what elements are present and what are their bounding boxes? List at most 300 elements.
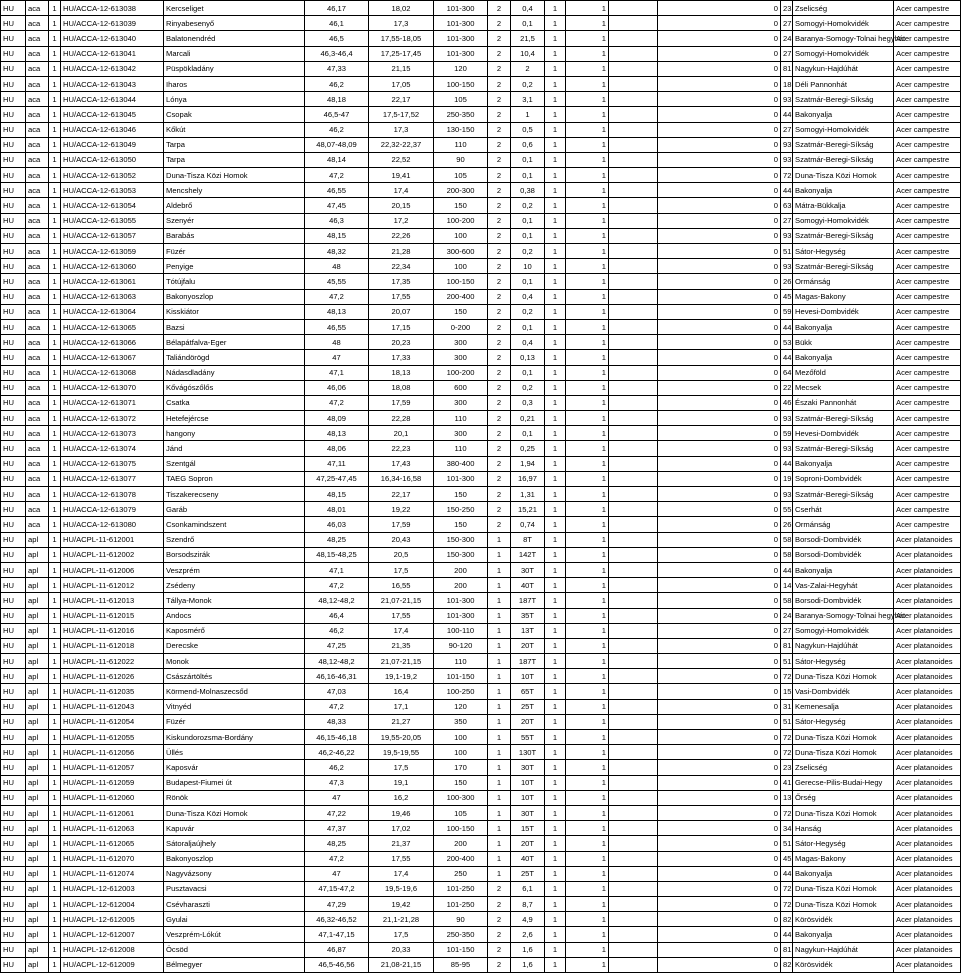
cell-longitude: 17,55 bbox=[369, 608, 434, 623]
cell-flag-c: 0 bbox=[658, 654, 781, 669]
cell-location: Császártöltés bbox=[164, 669, 305, 684]
cell-altitude: 90-120 bbox=[434, 638, 488, 653]
cell-species-name: Acer campestre bbox=[894, 335, 961, 350]
cell-blank bbox=[609, 547, 658, 562]
cell-location: Bélapátfalva-Eger bbox=[164, 335, 305, 350]
cell-location: Szendrő bbox=[164, 532, 305, 547]
cell-altitude: 101-250 bbox=[434, 881, 488, 896]
cell-flag-b: 1 bbox=[566, 881, 609, 896]
cell-region-code: 82 bbox=[781, 912, 793, 927]
cell-register-id: HU/ACPL-11-612012 bbox=[61, 578, 164, 593]
cell-blank bbox=[609, 790, 658, 805]
cell-category: 2 bbox=[488, 92, 511, 107]
cell-flag-a: 1 bbox=[545, 1, 566, 16]
cell-location: Öcsöd bbox=[164, 942, 305, 957]
cell-species-name: Acer platanoides bbox=[894, 912, 961, 927]
cell-altitude: 101-300 bbox=[434, 46, 488, 61]
cell-type-flag: 1 bbox=[49, 927, 61, 942]
cell-register-id: HU/ACPL-11-612059 bbox=[61, 775, 164, 790]
table-row bbox=[1, 365, 961, 380]
cell-blank bbox=[609, 152, 658, 167]
cell-latitude: 47,25 bbox=[305, 638, 369, 653]
cell-area: 0,1 bbox=[511, 213, 545, 228]
cell-longitude: 19,5-19,6 bbox=[369, 881, 434, 896]
cell-type-flag: 1 bbox=[49, 198, 61, 213]
cell-region-code: 81 bbox=[781, 638, 793, 653]
cell-register-id: HU/ACCA-12-613044 bbox=[61, 92, 164, 107]
cell-species-name: Acer platanoides bbox=[894, 532, 961, 547]
cell-flag-c: 0 bbox=[658, 699, 781, 714]
cell-flag-c: 0 bbox=[658, 745, 781, 760]
cell-country: HU bbox=[1, 380, 26, 395]
cell-longitude: 19,42 bbox=[369, 897, 434, 912]
cell-type-flag: 1 bbox=[49, 821, 61, 836]
cell-register-id: HU/ACPL-11-612065 bbox=[61, 836, 164, 851]
cell-species-name: Acer platanoides bbox=[894, 593, 961, 608]
cell-region-code: 44 bbox=[781, 183, 793, 198]
cell-longitude: 20,07 bbox=[369, 304, 434, 319]
cell-flag-a: 1 bbox=[545, 92, 566, 107]
cell-flag-b: 1 bbox=[566, 365, 609, 380]
cell-region-code: 44 bbox=[781, 866, 793, 881]
cell-type-flag: 1 bbox=[49, 365, 61, 380]
cell-region-code: 93 bbox=[781, 92, 793, 107]
cell-species-code: apl bbox=[26, 578, 49, 593]
cell-altitude: 100 bbox=[434, 730, 488, 745]
cell-area: 35T bbox=[511, 608, 545, 623]
cell-location: TAEG Sopron bbox=[164, 471, 305, 486]
table-row bbox=[1, 927, 961, 942]
cell-latitude: 48,07-48,09 bbox=[305, 137, 369, 152]
cell-species-code: aca bbox=[26, 168, 49, 183]
cell-altitude: 200 bbox=[434, 562, 488, 577]
cell-country: HU bbox=[1, 745, 26, 760]
cell-region-name: Baranya-Somogy-Tolnai hegyhát bbox=[793, 608, 894, 623]
cell-location: Garáb bbox=[164, 502, 305, 517]
table-row bbox=[1, 836, 961, 851]
cell-region-code: 27 bbox=[781, 16, 793, 31]
cell-species-name: Acer platanoides bbox=[894, 669, 961, 684]
cell-species-name: Acer platanoides bbox=[894, 821, 961, 836]
cell-flag-a: 1 bbox=[545, 623, 566, 638]
cell-register-id: HU/ACPL-11-612060 bbox=[61, 790, 164, 805]
cell-species-code: apl bbox=[26, 745, 49, 760]
cell-altitude: 100-150 bbox=[434, 821, 488, 836]
cell-flag-a: 1 bbox=[545, 31, 566, 46]
cell-flag-b: 1 bbox=[566, 912, 609, 927]
cell-area: 8T bbox=[511, 532, 545, 547]
cell-flag-c: 0 bbox=[658, 304, 781, 319]
cell-register-id: HU/ACCA-12-613070 bbox=[61, 380, 164, 395]
cell-blank bbox=[609, 897, 658, 912]
cell-category: 2 bbox=[488, 471, 511, 486]
cell-longitude: 17,2 bbox=[369, 213, 434, 228]
cell-blank bbox=[609, 304, 658, 319]
cell-flag-a: 1 bbox=[545, 699, 566, 714]
cell-region-code: 59 bbox=[781, 304, 793, 319]
cell-region-name: Ormánság bbox=[793, 517, 894, 532]
cell-area: 0,2 bbox=[511, 304, 545, 319]
cell-type-flag: 1 bbox=[49, 244, 61, 259]
cell-species-code: apl bbox=[26, 562, 49, 577]
cell-altitude: 110 bbox=[434, 137, 488, 152]
cell-register-id: HU/ACPL-11-612001 bbox=[61, 532, 164, 547]
cell-species-name: Acer platanoides bbox=[894, 881, 961, 896]
cell-species-name: Acer campestre bbox=[894, 304, 961, 319]
cell-altitude: 90 bbox=[434, 152, 488, 167]
table-row bbox=[1, 411, 961, 426]
cell-region-name: Duna-Tisza Közi Homok bbox=[793, 168, 894, 183]
cell-register-id: HU/ACPL-12-612007 bbox=[61, 927, 164, 942]
cell-flag-a: 1 bbox=[545, 745, 566, 760]
cell-blank bbox=[609, 866, 658, 881]
table-row bbox=[1, 168, 961, 183]
cell-category: 2 bbox=[488, 76, 511, 91]
cell-species-code: aca bbox=[26, 152, 49, 167]
cell-flag-a: 1 bbox=[545, 912, 566, 927]
table-row bbox=[1, 805, 961, 820]
cell-region-code: 63 bbox=[781, 198, 793, 213]
cell-altitude: 150-300 bbox=[434, 532, 488, 547]
cell-register-id: HU/ACPL-12-612005 bbox=[61, 912, 164, 927]
cell-longitude: 19,1-19,2 bbox=[369, 669, 434, 684]
cell-species-code: apl bbox=[26, 593, 49, 608]
cell-area: 2,6 bbox=[511, 927, 545, 942]
cell-country: HU bbox=[1, 578, 26, 593]
cell-blank bbox=[609, 380, 658, 395]
cell-category: 2 bbox=[488, 1, 511, 16]
cell-area: 15,21 bbox=[511, 502, 545, 517]
cell-region-name: Bakonyalja bbox=[793, 183, 894, 198]
cell-region-code: 14 bbox=[781, 578, 793, 593]
table-row bbox=[1, 274, 961, 289]
cell-region-name: Szatmár-Beregi-Síkság bbox=[793, 228, 894, 243]
cell-flag-c: 0 bbox=[658, 836, 781, 851]
cell-flag-b: 1 bbox=[566, 760, 609, 775]
cell-area: 10T bbox=[511, 775, 545, 790]
cell-location: Körmend-Molnaszecsőd bbox=[164, 684, 305, 699]
cell-category: 2 bbox=[488, 16, 511, 31]
cell-species-name: Acer platanoides bbox=[894, 775, 961, 790]
cell-type-flag: 1 bbox=[49, 608, 61, 623]
cell-latitude: 46,1 bbox=[305, 16, 369, 31]
cell-longitude: 17,4 bbox=[369, 866, 434, 881]
cell-area: 187T bbox=[511, 593, 545, 608]
cell-region-name: Nagykun-Hajdúhát bbox=[793, 942, 894, 957]
cell-latitude: 46,4 bbox=[305, 608, 369, 623]
cell-flag-b: 1 bbox=[566, 1, 609, 16]
cell-region-name: Hevesi-Dombvidék bbox=[793, 304, 894, 319]
cell-location: hangony bbox=[164, 426, 305, 441]
cell-species-code: apl bbox=[26, 669, 49, 684]
cell-location: Bakonyoszlop bbox=[164, 289, 305, 304]
cell-location: Duna-Tisza Közi Homok bbox=[164, 168, 305, 183]
table-row bbox=[1, 183, 961, 198]
cell-country: HU bbox=[1, 426, 26, 441]
cell-region-code: 22 bbox=[781, 380, 793, 395]
cell-longitude: 17,15 bbox=[369, 319, 434, 334]
cell-register-id: HU/ACPL-11-612016 bbox=[61, 623, 164, 638]
cell-altitude: 85-95 bbox=[434, 957, 488, 972]
cell-altitude: 100 bbox=[434, 745, 488, 760]
cell-area: 16,97 bbox=[511, 471, 545, 486]
cell-country: HU bbox=[1, 714, 26, 729]
cell-category: 2 bbox=[488, 137, 511, 152]
cell-species-code: aca bbox=[26, 517, 49, 532]
cell-area: 1,6 bbox=[511, 942, 545, 957]
table-row bbox=[1, 244, 961, 259]
cell-species-name: Acer campestre bbox=[894, 213, 961, 228]
cell-type-flag: 1 bbox=[49, 532, 61, 547]
cell-category: 1 bbox=[488, 684, 511, 699]
table-row bbox=[1, 335, 961, 350]
cell-location: Sátoraljaújhely bbox=[164, 836, 305, 851]
cell-location: Veszprém bbox=[164, 562, 305, 577]
cell-flag-a: 1 bbox=[545, 168, 566, 183]
cell-region-name: Körösvidék bbox=[793, 912, 894, 927]
cell-altitude: 105 bbox=[434, 805, 488, 820]
cell-species-name: Acer campestre bbox=[894, 31, 961, 46]
cell-latitude: 48,32 bbox=[305, 244, 369, 259]
cell-region-code: 26 bbox=[781, 274, 793, 289]
cell-region-code: 72 bbox=[781, 669, 793, 684]
cell-region-code: 51 bbox=[781, 244, 793, 259]
table-body bbox=[1, 1, 961, 973]
cell-register-id: HU/ACPL-11-612063 bbox=[61, 821, 164, 836]
cell-flag-a: 1 bbox=[545, 319, 566, 334]
cell-region-code: 44 bbox=[781, 350, 793, 365]
cell-species-name: Acer campestre bbox=[894, 137, 961, 152]
cell-category: 1 bbox=[488, 730, 511, 745]
cell-altitude: 150-300 bbox=[434, 547, 488, 562]
cell-species-code: apl bbox=[26, 623, 49, 638]
cell-blank bbox=[609, 61, 658, 76]
table-row bbox=[1, 912, 961, 927]
table-row bbox=[1, 92, 961, 107]
table-row bbox=[1, 487, 961, 502]
cell-category: 2 bbox=[488, 897, 511, 912]
cell-category: 2 bbox=[488, 213, 511, 228]
cell-altitude: 100-150 bbox=[434, 274, 488, 289]
cell-area: 1,31 bbox=[511, 487, 545, 502]
cell-altitude: 101-300 bbox=[434, 608, 488, 623]
cell-region-name: Borsodi-Dombvidék bbox=[793, 593, 894, 608]
cell-species-code: apl bbox=[26, 608, 49, 623]
cell-species-code: apl bbox=[26, 805, 49, 820]
cell-area: 0,1 bbox=[511, 168, 545, 183]
cell-type-flag: 1 bbox=[49, 16, 61, 31]
cell-location: Püspökladány bbox=[164, 61, 305, 76]
cell-longitude: 18,02 bbox=[369, 1, 434, 16]
cell-region-name: Mátra-Bükkalja bbox=[793, 198, 894, 213]
cell-species-code: aca bbox=[26, 46, 49, 61]
cell-country: HU bbox=[1, 198, 26, 213]
cell-flag-b: 1 bbox=[566, 669, 609, 684]
cell-species-name: Acer campestre bbox=[894, 319, 961, 334]
cell-area: 2 bbox=[511, 61, 545, 76]
cell-register-id: HU/ACCA-12-613053 bbox=[61, 183, 164, 198]
cell-blank bbox=[609, 654, 658, 669]
cell-location: Csatka bbox=[164, 395, 305, 410]
cell-blank bbox=[609, 365, 658, 380]
cell-flag-a: 1 bbox=[545, 441, 566, 456]
cell-flag-c: 0 bbox=[658, 380, 781, 395]
cell-type-flag: 1 bbox=[49, 669, 61, 684]
cell-longitude: 17,05 bbox=[369, 76, 434, 91]
cell-category: 2 bbox=[488, 456, 511, 471]
cell-region-code: 72 bbox=[781, 805, 793, 820]
cell-blank bbox=[609, 395, 658, 410]
cell-latitude: 47 bbox=[305, 866, 369, 881]
cell-type-flag: 1 bbox=[49, 851, 61, 866]
cell-country: HU bbox=[1, 31, 26, 46]
cell-country: HU bbox=[1, 623, 26, 638]
cell-flag-c: 0 bbox=[658, 213, 781, 228]
cell-country: HU bbox=[1, 183, 26, 198]
cell-category: 1 bbox=[488, 654, 511, 669]
cell-region-code: 18 bbox=[781, 76, 793, 91]
cell-altitude: 101-300 bbox=[434, 593, 488, 608]
cell-altitude: 300 bbox=[434, 426, 488, 441]
cell-longitude: 20,1 bbox=[369, 426, 434, 441]
cell-flag-b: 1 bbox=[566, 350, 609, 365]
cell-region-name: Szatmár-Beregi-Síkság bbox=[793, 152, 894, 167]
cell-species-code: aca bbox=[26, 319, 49, 334]
table-row bbox=[1, 16, 961, 31]
cell-location: Tarpa bbox=[164, 137, 305, 152]
cell-region-name: Körösvidék bbox=[793, 957, 894, 972]
cell-flag-c: 0 bbox=[658, 912, 781, 927]
cell-type-flag: 1 bbox=[49, 183, 61, 198]
cell-flag-a: 1 bbox=[545, 942, 566, 957]
cell-latitude: 47,1 bbox=[305, 365, 369, 380]
cell-flag-a: 1 bbox=[545, 259, 566, 274]
cell-type-flag: 1 bbox=[49, 805, 61, 820]
cell-register-id: HU/ACPL-11-612002 bbox=[61, 547, 164, 562]
cell-country: HU bbox=[1, 654, 26, 669]
cell-latitude: 47,22 bbox=[305, 805, 369, 820]
cell-flag-a: 1 bbox=[545, 46, 566, 61]
cell-region-code: 24 bbox=[781, 31, 793, 46]
cell-region-name: Duna-Tisza Közi Homok bbox=[793, 881, 894, 896]
cell-country: HU bbox=[1, 836, 26, 851]
cell-type-flag: 1 bbox=[49, 76, 61, 91]
cell-category: 2 bbox=[488, 198, 511, 213]
cell-altitude: 120 bbox=[434, 61, 488, 76]
cell-location: Kaposmérő bbox=[164, 623, 305, 638]
cell-species-code: apl bbox=[26, 897, 49, 912]
cell-latitude: 48,06 bbox=[305, 441, 369, 456]
table-row bbox=[1, 623, 961, 638]
cell-longitude: 21,15 bbox=[369, 61, 434, 76]
cell-longitude: 17,59 bbox=[369, 395, 434, 410]
cell-flag-c: 0 bbox=[658, 411, 781, 426]
cell-latitude: 47,15-47,2 bbox=[305, 881, 369, 896]
cell-location: Monok bbox=[164, 654, 305, 669]
cell-latitude: 48,09 bbox=[305, 411, 369, 426]
cell-category: 2 bbox=[488, 304, 511, 319]
cell-blank bbox=[609, 487, 658, 502]
cell-region-name: Szatmár-Beregi-Síkság bbox=[793, 259, 894, 274]
cell-longitude: 19,46 bbox=[369, 805, 434, 820]
cell-flag-c: 0 bbox=[658, 395, 781, 410]
cell-longitude: 19,1 bbox=[369, 775, 434, 790]
cell-flag-c: 0 bbox=[658, 1, 781, 16]
cell-flag-c: 0 bbox=[658, 426, 781, 441]
cell-flag-c: 0 bbox=[658, 638, 781, 653]
cell-longitude: 19,41 bbox=[369, 168, 434, 183]
cell-country: HU bbox=[1, 487, 26, 502]
cell-flag-b: 1 bbox=[566, 304, 609, 319]
cell-longitude: 17,35 bbox=[369, 274, 434, 289]
cell-area: 0,6 bbox=[511, 137, 545, 152]
cell-country: HU bbox=[1, 244, 26, 259]
cell-flag-c: 0 bbox=[658, 228, 781, 243]
cell-flag-a: 1 bbox=[545, 274, 566, 289]
cell-flag-c: 0 bbox=[658, 821, 781, 836]
cell-category: 1 bbox=[488, 547, 511, 562]
cell-register-id: HU/ACPL-11-612013 bbox=[61, 593, 164, 608]
cell-category: 2 bbox=[488, 183, 511, 198]
cell-register-id: HU/ACPL-12-612008 bbox=[61, 942, 164, 957]
cell-type-flag: 1 bbox=[49, 714, 61, 729]
cell-blank bbox=[609, 836, 658, 851]
cell-altitude: 150 bbox=[434, 517, 488, 532]
cell-register-id: HU/ACCA-12-613042 bbox=[61, 61, 164, 76]
cell-region-name: Vasi-Dombvidék bbox=[793, 684, 894, 699]
table-row bbox=[1, 684, 961, 699]
cell-location: Balatonendréd bbox=[164, 31, 305, 46]
cell-region-name: Nagykun-Hajdúhát bbox=[793, 61, 894, 76]
cell-flag-a: 1 bbox=[545, 76, 566, 91]
cell-region-name: Északi Pannonhát bbox=[793, 395, 894, 410]
cell-species-code: aca bbox=[26, 411, 49, 426]
cell-category: 2 bbox=[488, 259, 511, 274]
cell-species-name: Acer platanoides bbox=[894, 578, 961, 593]
cell-flag-a: 1 bbox=[545, 456, 566, 471]
cell-area: 0,3 bbox=[511, 395, 545, 410]
cell-altitude: 100 bbox=[434, 228, 488, 243]
cell-latitude: 48,18 bbox=[305, 92, 369, 107]
cell-category: 2 bbox=[488, 380, 511, 395]
cell-region-code: 58 bbox=[781, 593, 793, 608]
cell-species-code: aca bbox=[26, 16, 49, 31]
cell-species-code: apl bbox=[26, 957, 49, 972]
table-row bbox=[1, 304, 961, 319]
cell-category: 1 bbox=[488, 760, 511, 775]
cell-longitude: 17,55-18,05 bbox=[369, 31, 434, 46]
cell-location: Barabás bbox=[164, 228, 305, 243]
cell-region-code: 93 bbox=[781, 259, 793, 274]
cell-region-name: Szatmár-Beregi-Síkság bbox=[793, 487, 894, 502]
cell-region-code: 31 bbox=[781, 699, 793, 714]
cell-flag-c: 0 bbox=[658, 851, 781, 866]
cell-flag-a: 1 bbox=[545, 760, 566, 775]
cell-altitude: 101-300 bbox=[434, 1, 488, 16]
table-row bbox=[1, 122, 961, 137]
cell-blank bbox=[609, 760, 658, 775]
cell-flag-c: 0 bbox=[658, 866, 781, 881]
cell-register-id: HU/ACPL-11-612057 bbox=[61, 760, 164, 775]
cell-location: Gyulai bbox=[164, 912, 305, 927]
cell-flag-a: 1 bbox=[545, 897, 566, 912]
cell-latitude: 46,2-46,22 bbox=[305, 745, 369, 760]
cell-altitude: 170 bbox=[434, 760, 488, 775]
cell-region-code: 24 bbox=[781, 608, 793, 623]
cell-country: HU bbox=[1, 471, 26, 486]
cell-country: HU bbox=[1, 562, 26, 577]
cell-register-id: HU/ACPL-11-612056 bbox=[61, 745, 164, 760]
